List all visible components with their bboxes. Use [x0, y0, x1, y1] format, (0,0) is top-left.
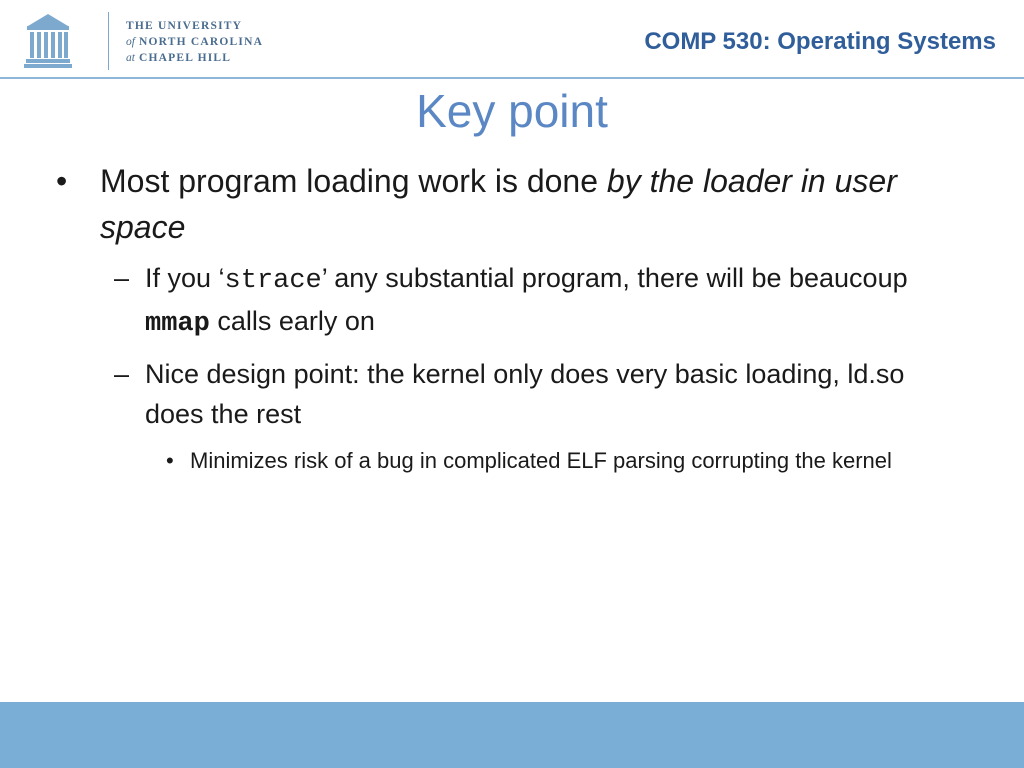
bullet-text: Minimizes risk of a bug in complicated ELF parsing corrupting the kernel	[190, 448, 892, 473]
bullet-emphasis: by the loader in user space	[100, 163, 897, 245]
slide-header	[0, 0, 1024, 78]
unc-logo	[24, 12, 264, 70]
logo-line-1: THE UNIVERSITY	[126, 20, 243, 32]
logo-line-3	[126, 50, 263, 66]
course-title: COMP 530: Operating Systems	[644, 28, 996, 55]
bullet-level-2	[56, 354, 966, 434]
bullet-dot-icon: •	[166, 448, 174, 473]
dash-icon: –	[114, 263, 130, 293]
university-name	[126, 18, 263, 66]
header-divider	[0, 77, 1024, 79]
code-strace: strace	[224, 266, 322, 296]
slide-title: Key point	[416, 85, 608, 137]
bullet-level-1	[56, 158, 966, 250]
logo-divider	[108, 12, 109, 70]
logo-line-3-rest: CHAPEL HILL	[134, 52, 232, 64]
slide-body	[56, 158, 966, 478]
logo-line-2	[126, 34, 263, 50]
bullet-text: ’ any substantial program, there will be beaucoup	[321, 263, 908, 293]
bullet-text: Most program loading work is done	[100, 163, 607, 199]
logo-line-2-rest: NORTH CAROLINA	[134, 36, 264, 48]
dash-icon: –	[114, 359, 130, 389]
logo-line-2-prefix: of	[126, 36, 135, 48]
logo-line-3-prefix: at	[126, 52, 135, 64]
footer-band	[0, 702, 1024, 768]
bullet-level-2	[56, 258, 966, 344]
bullet-text: calls early on	[209, 306, 375, 336]
bullet-text: If you ‘	[145, 263, 225, 293]
bullet-level-3	[56, 444, 966, 478]
code-mmap: mmap	[145, 309, 210, 339]
old-well-icon	[24, 12, 72, 70]
bullet-dot-icon: •	[56, 163, 68, 199]
bullet-text: Nice design point: the kernel only does very basic loading, ld.so does the rest	[145, 359, 905, 429]
